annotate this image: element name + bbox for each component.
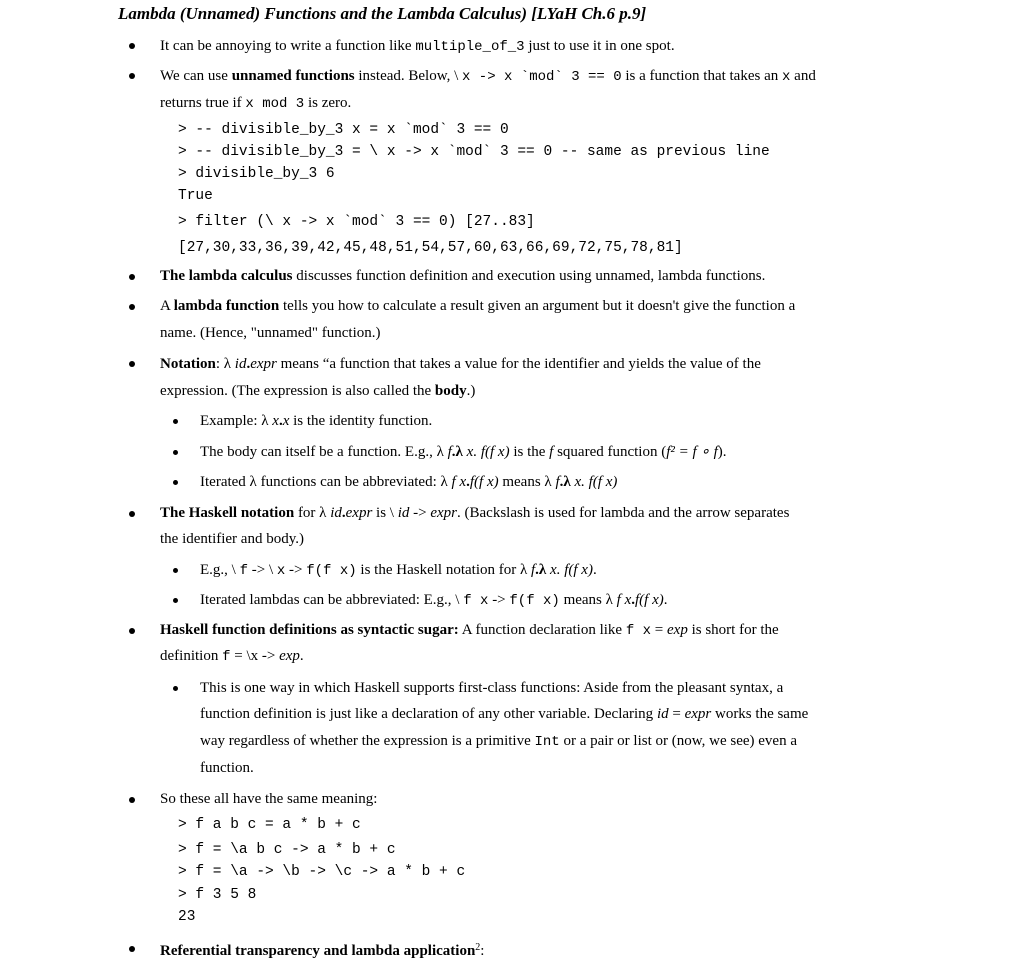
- text: is \: [372, 505, 398, 521]
- sub-bullet-text-line4: function.: [200, 760, 254, 776]
- text: discusses function definition and execution using unnamed, lambda functions.: [292, 268, 766, 284]
- text: Iterated λ functions can be abbreviated: λ: [200, 474, 452, 490]
- text: .λ: [451, 444, 467, 460]
- text: We can use: [160, 68, 232, 84]
- text: .: [341, 505, 346, 521]
- italic-text: x. f(f x): [466, 444, 510, 460]
- code-text: f(f x): [509, 593, 560, 609]
- bullet-6-text: [160, 504, 789, 522]
- text: Iterated lambdas can be abbreviated: E.g., \: [200, 592, 464, 608]
- text: and: [790, 68, 816, 84]
- text: .: [592, 562, 597, 578]
- italic-text: expr: [430, 505, 458, 521]
- text: .: [663, 592, 668, 608]
- bold-text: lambda function: [173, 298, 280, 314]
- sub-bullet-text: [200, 591, 667, 610]
- sub-bullet-text: [200, 412, 432, 430]
- text: definition: [160, 648, 223, 664]
- bullet-2-text-line2: [160, 94, 351, 113]
- text: or a pair or list or (now, we see) even a: [559, 733, 797, 749]
- text: A: [160, 298, 174, 314]
- text: means λ: [498, 474, 556, 490]
- text: ->: [488, 592, 510, 608]
- code-text: f x: [625, 623, 652, 639]
- text: means λ: [559, 592, 617, 608]
- text: ->: [285, 562, 307, 578]
- text: expression. (The expression is also called the: [160, 383, 435, 399]
- bold-text: The Haskell notation: [160, 505, 295, 521]
- sub-bullet-text-line3: [200, 732, 797, 751]
- bullet-1-text: [160, 37, 675, 56]
- code-text: f: [239, 563, 248, 579]
- code-line: > f = \a b c -> a * b + c: [178, 842, 396, 858]
- code-line: > filter (\ x -> x `mod` 3 == 0) [27..83]: [178, 214, 535, 230]
- italic-text: exp: [279, 648, 300, 664]
- text: = \x ->: [230, 648, 280, 664]
- bullet: [129, 73, 135, 79]
- italic-text: x. f(f x): [574, 474, 618, 490]
- text: .: [631, 592, 635, 608]
- text: means “a function that takes a value for the identifier and yields the value of the: [276, 356, 761, 372]
- bullet: [129, 797, 135, 803]
- text: .: [466, 474, 470, 490]
- code-text: f: [222, 649, 231, 665]
- text: squared function (: [553, 444, 667, 460]
- bullet: [129, 304, 135, 310]
- code-line: > f a b c = a * b + c: [178, 817, 361, 833]
- text: .): [466, 383, 476, 399]
- italic-text: f(f x): [635, 592, 664, 608]
- bullet-5-text-line2: [160, 382, 475, 400]
- text: way regardless of whether the expression is a primitive: [200, 733, 535, 749]
- italic-text: expr: [684, 706, 712, 722]
- bullet-2-text: [160, 67, 816, 86]
- text: : λ: [215, 356, 235, 372]
- italic-text: x: [272, 413, 279, 429]
- italic-text: f(f x): [469, 474, 499, 490]
- footnote-marker: 2: [475, 942, 481, 953]
- code-text: multiple_of_3: [415, 39, 525, 55]
- sub-bullet: [173, 568, 178, 573]
- text: function definition is just like a declaration of any other variable. Declaring: [200, 706, 657, 722]
- text: is short for the: [687, 622, 779, 638]
- text: returns true if: [160, 95, 246, 111]
- text: :: [480, 943, 485, 959]
- italic-text: id: [656, 706, 669, 722]
- text: is the: [509, 444, 550, 460]
- sub-bullet-text: [200, 561, 597, 580]
- text: .: [299, 648, 304, 664]
- code-line: [27,30,33,36,39,42,45,48,51,54,57,60,63,66,69,72,75,78,81]: [178, 240, 683, 256]
- sub-bullet: [173, 450, 178, 455]
- italic-text: expr: [250, 356, 277, 372]
- code-text: x mod 3: [245, 96, 305, 112]
- code-text: Int: [534, 734, 560, 750]
- code-line: > -- divisible_by_3 x = x `mod` 3 == 0: [178, 122, 509, 138]
- text: just to use it in one spot.: [524, 38, 675, 54]
- text: for λ: [294, 505, 331, 521]
- bullet-8-text: So these all have the same meaning:: [160, 791, 378, 807]
- italic-text: expr: [345, 505, 373, 521]
- sub-bullet-text: This is one way in which Haskell supports first-class functions: Aside from the pleasant syntax, a: [200, 680, 784, 696]
- code-text: f(f x): [306, 563, 357, 579]
- bold-text: Haskell function definitions as syntactic sugar:: [160, 622, 459, 638]
- text: is a function that takes an: [621, 68, 782, 84]
- text: ->: [409, 505, 431, 521]
- bullet: [129, 43, 135, 49]
- text: ).: [717, 444, 727, 460]
- bullet-9-text: [160, 939, 484, 960]
- bold-text: The lambda calculus: [160, 268, 293, 284]
- text: -> \: [248, 562, 277, 578]
- text: tells you how to calculate a result given an argument but it doesn't give the function a: [279, 298, 796, 314]
- italic-text: f x: [616, 592, 632, 608]
- bullet: [129, 946, 135, 952]
- text: .λ: [535, 562, 551, 578]
- italic-text: f: [531, 562, 536, 578]
- text: .: [246, 356, 251, 372]
- italic-text: id: [397, 505, 410, 521]
- text: The body can itself be a function. E.g., λ: [200, 444, 448, 460]
- sub-bullet: [173, 598, 178, 603]
- code-line: > -- divisible_by_3 = \ x -> x `mod` 3 == 0 -- same as previous line: [178, 144, 770, 160]
- code-line: > f 3 5 8: [178, 887, 257, 903]
- italic-text: id: [330, 505, 342, 521]
- bullet-4-text: [160, 297, 795, 315]
- text: =: [651, 622, 668, 638]
- bullet: [129, 511, 135, 517]
- text: is the Haskell notation for λ: [356, 562, 531, 578]
- code-line: > divisible_by_3 6: [178, 166, 335, 182]
- code-text: x: [276, 563, 286, 579]
- bullet: [129, 361, 135, 367]
- code-line: 23: [178, 909, 196, 925]
- bold-text: unnamed functions: [231, 68, 355, 84]
- italic-text: f: [549, 444, 554, 460]
- text: .: [278, 413, 283, 429]
- bullet: [129, 274, 135, 280]
- bullet-7-text-line2: [160, 647, 304, 666]
- text: A function declaration like: [458, 622, 626, 638]
- sub-bullet: [173, 686, 178, 691]
- text: .λ: [559, 474, 575, 490]
- bullet-6-text-line2: the identifier and body.): [160, 531, 304, 547]
- bullet-7-text: [160, 621, 779, 640]
- italic-text: x. f(f x): [550, 562, 593, 578]
- sub-bullet-text: [200, 443, 726, 461]
- text: instead. Below, \: [354, 68, 462, 84]
- italic-text: x: [282, 413, 290, 429]
- italic-text: f: [555, 474, 560, 490]
- bold-text: body: [434, 383, 467, 399]
- text: is the identity function.: [289, 413, 433, 429]
- code-line: > f = \a -> \b -> \c -> a * b + c: [178, 864, 466, 880]
- italic-text: f: [447, 444, 452, 460]
- bold-text: Referential transparency and lambda application: [160, 943, 476, 959]
- text: Example: λ: [200, 413, 273, 429]
- italic-text: f² = f ∘ f: [666, 444, 718, 460]
- sub-bullet: [173, 419, 178, 424]
- bold-text: Notation: [160, 356, 216, 372]
- text: E.g., \: [200, 562, 240, 578]
- text: works the same: [711, 706, 809, 722]
- sub-bullet-text-line2: [200, 705, 808, 723]
- page-title: Lambda (Unnamed) Functions and the Lambda Calculus) [LYaH Ch.6 p.9]: [118, 4, 647, 23]
- italic-text: f x: [451, 474, 467, 490]
- code-text: x -> x `mod` 3 == 0: [461, 69, 622, 85]
- sub-bullet: [173, 480, 178, 485]
- sub-bullet-text: [200, 473, 617, 491]
- bullet-5-text: [160, 355, 761, 373]
- text: is zero.: [304, 95, 352, 111]
- italic-text: id: [234, 356, 247, 372]
- italic-text: exp: [667, 622, 688, 638]
- bullet-3-text: [160, 267, 765, 285]
- code-line: True: [178, 188, 213, 204]
- bullet: [129, 628, 135, 634]
- code-text: x: [782, 69, 791, 85]
- text: . (Backslash is used for lambda and the arrow separates: [457, 505, 790, 521]
- text: It can be annoying to write a function like: [160, 38, 416, 54]
- text: =: [668, 706, 685, 722]
- bullet-4-text-line2: name. (Hence, "unnamed" function.): [160, 325, 381, 341]
- code-text: f x: [463, 593, 489, 609]
